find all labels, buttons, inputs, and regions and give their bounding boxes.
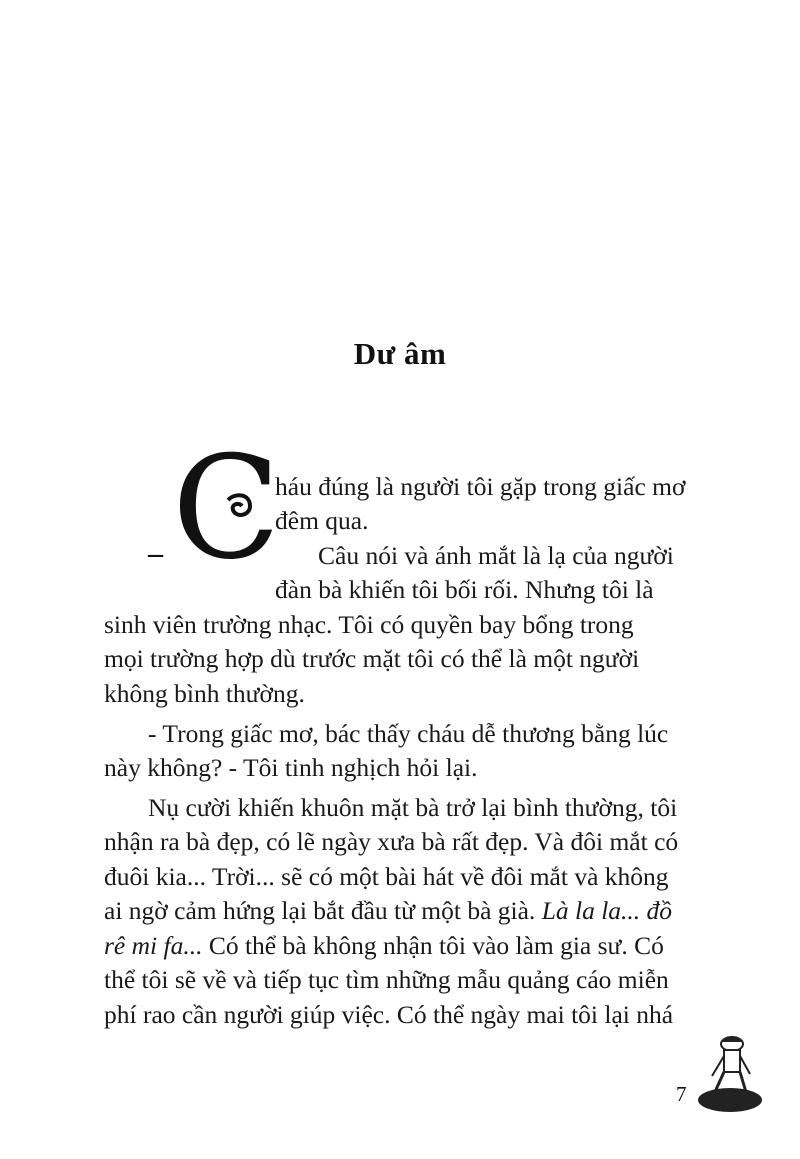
text-line: Câu nói và ánh mắt là lạ của người (318, 541, 674, 570)
text-line: đàn bà khiến tôi bối rối. Nhưng tôi là (275, 575, 654, 604)
text-line: đuôi kia... Trời... sẽ có một bài hát về đôi mắt và không (104, 862, 669, 891)
text-segment: ai ngờ cảm hứng lại bắt đầu từ một bà già. (104, 896, 536, 925)
text-segment: Có thể bà không nhận tôi vào làm gia sư. Có (208, 931, 664, 960)
text-line: này không? - Tôi tinh nghịch hỏi lại. (104, 753, 478, 782)
text-line: không bình thường. (104, 679, 305, 708)
text-line: nhận ra bà đẹp, có lẽ ngày xưa bà rất đẹp. Và đôi mắt có (104, 827, 679, 856)
text-line: phí rao cần người giúp việc. Có thể ngày mai tôi lại nhá (104, 1000, 674, 1029)
drop-cap-letter: C (172, 426, 281, 591)
text-line: mọi trường hợp dù trước mặt tôi có thể là một người (104, 644, 640, 673)
text-line (104, 931, 664, 961)
text-line: Nụ cười khiến khuôn mặt bà trở lại bình thường, tôi (148, 793, 678, 822)
chapter-title: Dư âm (353, 336, 447, 371)
text-line: háu đúng là người tôi gặp trong giấc mơ (275, 472, 686, 501)
dialogue-dash: – (148, 537, 163, 570)
text-line (104, 896, 672, 926)
text-line: đêm qua. (275, 506, 369, 535)
text-line: sinh viên trường nhạc. Tôi có quyền bay bổng trong (104, 610, 634, 639)
text-line: - Trong giấc mơ, bác thấy cháu dễ thương bằng lúc (148, 719, 669, 748)
drop-cap (170, 426, 281, 595)
lyric-italic: Là la la... đồ (541, 896, 673, 925)
lyric-italic: rê mi fa... (104, 931, 203, 960)
text-line: thể tôi sẽ về và tiếp tục tìm những mẫu quảng cáo miễn (104, 965, 669, 994)
seated-figure-illustration (694, 1026, 764, 1116)
drop-cap-swash (170, 470, 280, 595)
page-number: 7 (676, 1082, 687, 1106)
